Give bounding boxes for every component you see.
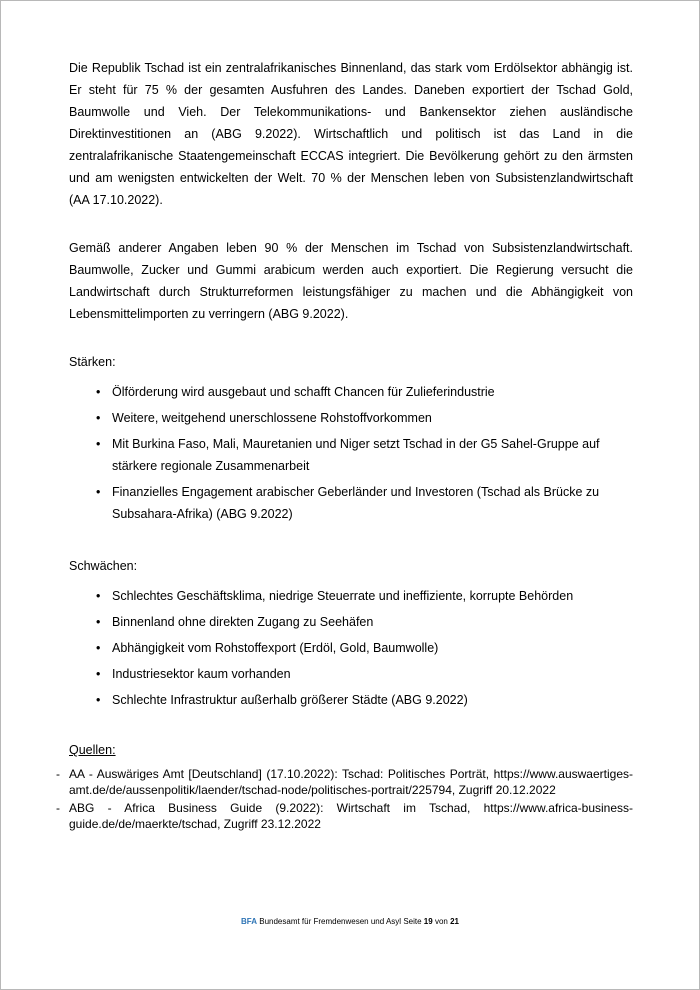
- footer-page-label: Seite: [403, 917, 422, 926]
- list-item-text: Finanzielles Engagement arabischer Geberländer und Investoren (Tschad als Brücke zu Subsahara-Afrika) (ABG 9.2022): [112, 485, 600, 521]
- bullet-icon: •: [96, 485, 101, 499]
- page-footer: [1, 917, 699, 927]
- sources-list: [56, 766, 633, 832]
- paragraph-agriculture: Gemäß anderer Angaben leben 90 % der Menschen im Tschad von Subsistenzlandwirtschaft. Baumwolle, Zucker und Gummi arabicum werden auch exportiert. Die Regierung versucht die Landwirtschaft durch Strukturreformen leistungsfähiger zu machen und die Abhängigkeit von Lebensmittelimporten zu verringern (ABG 9.2022).: [69, 241, 633, 321]
- bullet-icon: •: [96, 437, 101, 451]
- bullet-icon: •: [96, 385, 101, 399]
- list-item: [69, 637, 633, 659]
- bullet-icon: •: [96, 589, 101, 603]
- footer-total-pages: 21: [450, 917, 459, 926]
- list-item-text: Schlechtes Geschäftsklima, niedrige Steuerrate und ineffiziente, korrupte Behörden: [112, 589, 574, 603]
- list-item: [69, 433, 633, 477]
- strengths-list: [69, 381, 633, 525]
- bullet-icon: •: [96, 641, 101, 655]
- list-item-text: Mit Burkina Faso, Mali, Mauretanien und Niger setzt Tschad in der G5 Sahel-Gruppe auf stärkere regionale Zusammenarbeit: [112, 437, 600, 473]
- list-item-text: Ölförderung wird ausgebaut und schafft Chancen für Zulieferindustrie: [112, 385, 495, 399]
- list-item: [69, 611, 633, 633]
- page-content: [1, 1, 699, 832]
- footer-org-abbr: BFA: [241, 917, 257, 926]
- source-item: [56, 766, 633, 798]
- paragraph-economy-overview: Die Republik Tschad ist ein zentralafrikanisches Binnenland, das stark vom Erdölsektor abhängig ist. Er steht für 75 % der gesamten Ausfuhren des Landes. Daneben exportiert der Tschad Gold, Baumwolle und Vieh. Der Telekommunikations- und Bankensektor ziehen ausländische Direktinvestitionen an (ABG 9.2022). Wirtschaftlich und politisch ist das Land in die zentralafrikanische Staatengemeinschaft ECCAS integriert. Die Bevölkerung gehört zu den ärmsten und am wenigsten entwickelten der Welt. 70 % der Menschen leben von Subsistenzlandwirtschaft (AA 17.10.2022).: [69, 61, 633, 207]
- list-item: [69, 689, 633, 711]
- list-item: [69, 481, 633, 525]
- list-item: [69, 663, 633, 685]
- weaknesses-list: [69, 585, 633, 711]
- bullet-icon: •: [96, 693, 101, 707]
- source-citation: AA - Auswäriges Amt [Deutschland] (17.10.2022): Tschad: Politisches Porträt, https://www.auswaertiges-amt.de/de/aussenpolitik/laender/tschad-node/politisches-portrait/225794, Zugriff 20.12.2022: [69, 767, 633, 797]
- strengths-heading: Stärken:: [69, 355, 116, 369]
- bullet-icon: •: [96, 667, 101, 681]
- dash-icon: -: [56, 801, 60, 815]
- list-item: [69, 381, 633, 403]
- source-item: [56, 800, 633, 832]
- footer-page-number: 19: [423, 917, 433, 926]
- list-item-text: Weitere, weitgehend unerschlossene Rohstoffvorkommen: [112, 411, 432, 425]
- list-item-text: Industriesektor kaum vorhanden: [112, 667, 291, 681]
- list-item-text: Binnenland ohne direkten Zugang zu Seehäfen: [112, 615, 374, 629]
- bullet-icon: •: [96, 411, 101, 425]
- sources-heading: Quellen:: [69, 743, 116, 757]
- list-item-text: Schlechte Infrastruktur außerhalb größerer Städte (ABG 9.2022): [112, 693, 468, 707]
- footer-org-name: Bundesamt für Fremdenwesen und Asyl: [259, 917, 402, 926]
- source-citation: ABG - Africa Business Guide (9.2022): Wirtschaft im Tschad, https://www.africa-business-guide.de/de/maerkte/tschad, Zugriff 23.12.2022: [69, 801, 633, 831]
- list-item: [69, 407, 633, 429]
- dash-icon: -: [56, 767, 60, 781]
- footer-of-label: von: [434, 917, 448, 926]
- list-item-text: Abhängigkeit vom Rohstoffexport (Erdöl, Gold, Baumwolle): [112, 641, 439, 655]
- weaknesses-heading: Schwächen:: [69, 559, 138, 573]
- list-item: [69, 585, 633, 607]
- bullet-icon: •: [96, 615, 101, 629]
